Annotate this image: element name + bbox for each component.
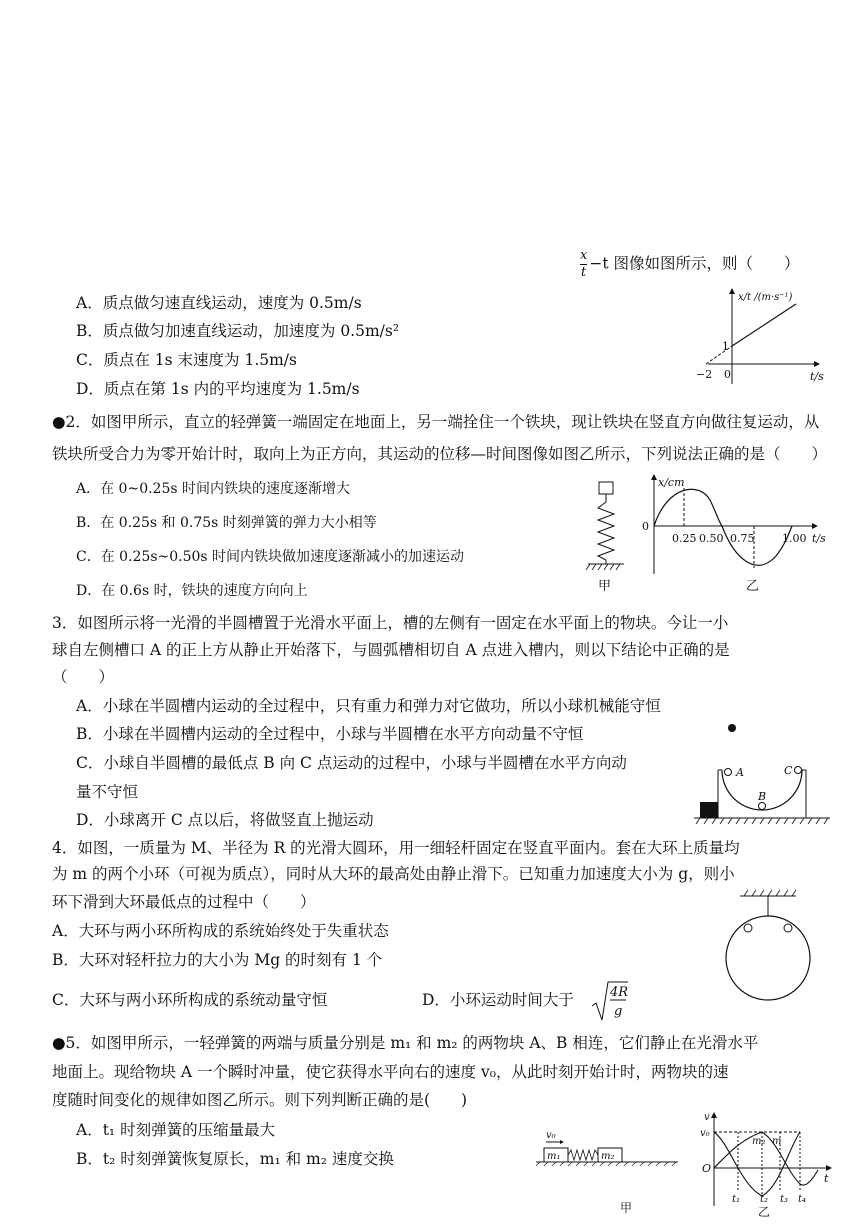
q5-graph-m2-label: m₂ xyxy=(752,1136,766,1147)
q1-graph xyxy=(696,288,824,388)
q3-fig-label-a: A xyxy=(736,766,744,779)
q3-option-c: C．小球自半圆槽的最低点 B 向 C 点运动的过程中，小球与半圆槽在水平方向动 xyxy=(76,754,627,772)
q4-stem-line3: 环下滑到大环最低点的过程中（ ） xyxy=(52,893,316,911)
q1-graph-xlabel: t/s xyxy=(810,370,824,383)
q2-stem-line1: ●2．如图甲所示，直立的轻弹簧一端固定在地面上，另一端拴住一个铁块，现让铁块在竖直方向做往复运动，从 xyxy=(52,413,820,431)
q5-fig-left-label: 甲 xyxy=(620,1201,633,1215)
q5-option-a: A．t₁ 时刻弹簧的压缩量最大 xyxy=(76,1121,276,1139)
q5-spring-blocks-figure xyxy=(536,1128,686,1218)
q2-spring-figure xyxy=(586,478,626,598)
q3-stem-line1: 3．如图所示将一光滑的半圆槽置于光滑水平面上，槽的左侧有一固定在水平面上的物块。今让一小 xyxy=(52,614,729,632)
q3-option-d: D．小球离开 C 点以后，将做竖直上抛运动 xyxy=(76,811,374,829)
q2-option-b: B．在 0.25s 和 0.75s 时刻弹簧的弹力大小相等 xyxy=(76,515,377,531)
q1-option-a: A．质点做匀速直线运动，速度为 0.5m/s xyxy=(76,294,362,312)
q1-option-c: C．质点在 1s 末速度为 1.5m/s xyxy=(76,351,297,369)
q1-graph-tick-y: 1 xyxy=(722,340,729,353)
q3-stem-line2: 球自左侧槽口 A 的正上方从静止开始落下，与圆弧槽相切自 A 点进入槽内，则以下结论中正确的是 xyxy=(52,641,730,659)
q2-xt-graph xyxy=(636,474,826,594)
q1-option-d: D．质点在第 1s 内的平均速度为 1.5m/s xyxy=(76,380,360,398)
q4-sqrt-expression xyxy=(590,978,630,1024)
q1-graph-ylabel: x/t /(m·s⁻¹) xyxy=(738,292,793,303)
q3-option-c-cont: 量不守恒 xyxy=(76,783,139,801)
q2-graph-tick-1: 0.25 xyxy=(672,532,697,545)
q2-option-d: D．在 0.6s 时，铁块的速度方向向上 xyxy=(76,583,308,599)
q4-option-c: C．大环与两小环所构成的系统动量守恒 xyxy=(52,991,328,1009)
q5-graph-xlabel: t xyxy=(824,1172,829,1185)
q5-graph-origin: O xyxy=(702,1162,712,1175)
q5-graph-ylabel: v xyxy=(704,1112,710,1123)
q2-graph-ylabel: x/cm xyxy=(658,476,685,489)
q4-sqrt-numerator: 4R xyxy=(610,985,629,1000)
q1-option-b: B．质点做匀加速直线运动，加速度为 0.5m/s² xyxy=(76,322,400,340)
q5-graph-ytick: v₀ xyxy=(700,1128,710,1139)
q2-graph-tick-3: 0.75 xyxy=(730,532,755,545)
q4-sqrt-denominator: g xyxy=(614,1004,623,1019)
q4-ring-figure xyxy=(718,890,818,1006)
q5-graph-tick-t1: t₁ xyxy=(732,1194,741,1205)
q5-stem-line1: ●5．如图甲所示，一轻弹簧的两端与质量分别是 m₁ 和 m₂ 的两物块 A、B 相连，它们静止在光滑水平 xyxy=(52,1034,759,1052)
q2-fig-left-label: 甲 xyxy=(598,579,612,594)
q2-option-c: C．在 0.25s~0.50s 时间内铁块做加速度逐渐减小的加速运动 xyxy=(76,549,465,565)
q3-option-a: A．小球在半圆槽内运动的全过程中，只有重力和弹力对它做功，所以小球机械能守恒 xyxy=(76,697,661,715)
q3-half-trough-figure xyxy=(694,718,834,828)
q5-graph-tick-t4: t₄ xyxy=(798,1194,807,1205)
q3-stem-line3: （ ） xyxy=(52,668,115,686)
q5-fig-right-label: 乙 xyxy=(758,1205,771,1219)
q3-option-b: B．小球在半圆槽内运动的全过程中，小球与半圆槽在水平方向动量不守恒 xyxy=(76,725,584,743)
q3-fig-label-c: C xyxy=(784,764,793,777)
q4-option-a: A．大环与两小环所构成的系统始终处于失重状态 xyxy=(52,922,389,940)
q5-vt-graph xyxy=(700,1110,840,1220)
q5-stem-line3: 度随时间变化的规律如图乙所示。则下列判断正确的是( ) xyxy=(52,1091,468,1109)
q1-graph-tick-xneg: −2 xyxy=(696,368,713,381)
q2-fig-right-label: 乙 xyxy=(746,579,760,594)
q4-option-b: B．大环对轻杆拉力的大小为 Mg 的时刻有 1 个 xyxy=(52,951,383,969)
q2-graph-tick-4: 1.00 xyxy=(782,532,807,545)
q5-fig-m2: m₂ xyxy=(601,1151,615,1162)
q4-stem-line1: 4．如图，一质量为 M、半径为 R 的光滑大圆环，用一细轻杆固定在竖直平面内。套在大环上质量均 xyxy=(52,839,740,857)
q1-fraction: $\frac{x}{t}$ xyxy=(580,248,588,280)
q2-graph-tick-2: 0.50 xyxy=(699,532,724,545)
q5-stem-line2: 地面上。现给物块 A 一个瞬时冲量，使它获得水平向右的速度 v₀，从此时刻开始计时，两物块的速 xyxy=(52,1063,729,1081)
q2-stem-line2: 铁块所受合力为零开始计时，取向上为正方向，其运动的位移—时间图像如图乙所示，下列说法正确的是（ ） xyxy=(52,445,828,463)
q5-fig-v0: v₀ xyxy=(546,1130,556,1141)
q5-graph-tick-t2: t₂ xyxy=(760,1194,769,1205)
q5-graph-tick-t3: t₃ xyxy=(780,1194,789,1205)
q4-option-d: D．小环运动时间大于 xyxy=(422,991,574,1009)
q3-fig-label-b: B xyxy=(758,790,767,803)
q1-stem: $\frac{x}{t}$ −t 图像如图所示，则（ ） xyxy=(580,248,800,280)
q2-graph-origin: 0 xyxy=(642,520,649,533)
q1-graph-origin: 0 xyxy=(724,368,731,381)
q2-option-a: A．在 0~0.25s 时间内铁块的速度逐渐增大 xyxy=(76,481,351,497)
q2-graph-xlabel: t/s xyxy=(812,532,826,545)
q4-stem-line2: 为 m 的两个小环（可视为质点），同时从大环的最高处由静止滑下。已知重力加速度大小为 g，则小 xyxy=(52,865,735,883)
q5-graph-m-label: m xyxy=(772,1136,782,1147)
q5-option-b: B．t₂ 时刻弹簧恢复原长，m₁ 和 m₂ 速度交换 xyxy=(76,1150,394,1168)
q5-fig-m1: m₁ xyxy=(547,1151,561,1162)
